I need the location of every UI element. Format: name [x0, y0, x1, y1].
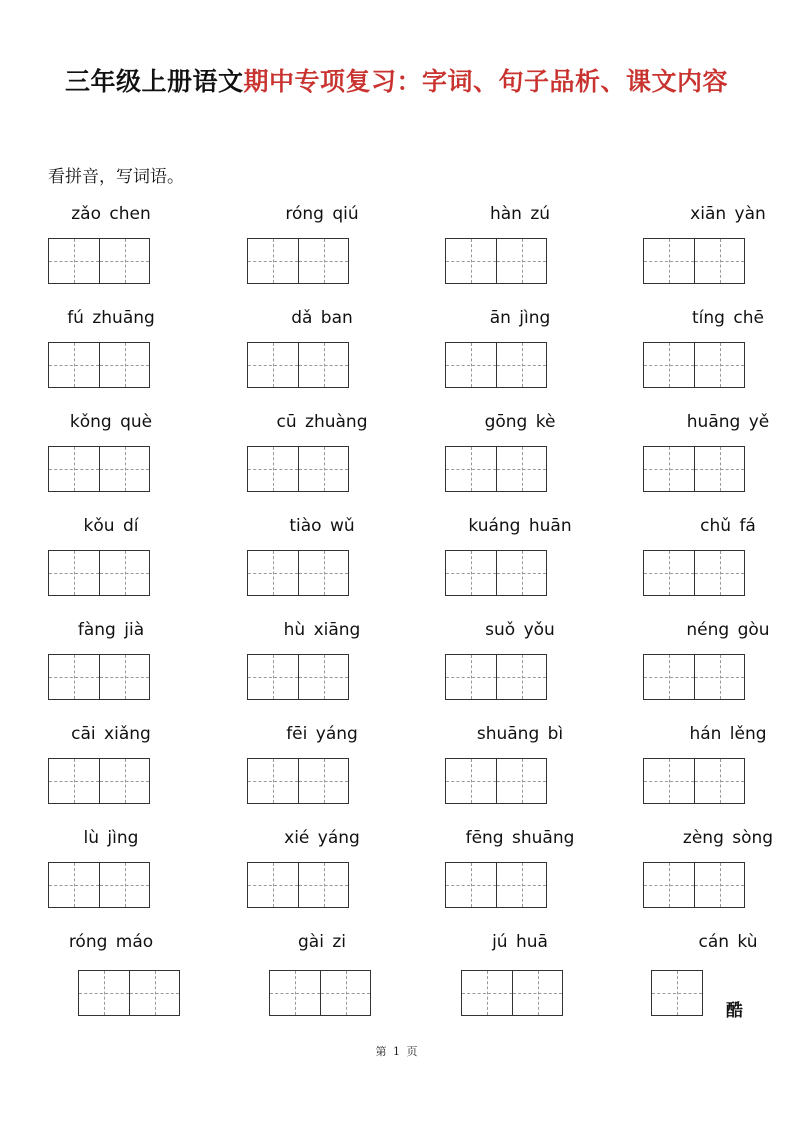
pinyin-label: cū zhuàng [276, 412, 368, 432]
writing-grid[interactable] [651, 970, 703, 1016]
writing-grid[interactable] [48, 550, 150, 596]
tian-zi-box[interactable] [49, 551, 99, 595]
writing-grid[interactable] [247, 654, 349, 700]
given-character: 酷 [726, 1001, 743, 1021]
writing-grid[interactable] [48, 758, 150, 804]
tian-zi-box[interactable] [644, 863, 694, 907]
pinyin-label: huāng yě [686, 412, 770, 432]
tian-zi-box[interactable] [298, 655, 348, 699]
pinyin-label: fàng jià [77, 620, 145, 640]
tian-zi-box[interactable] [694, 759, 744, 803]
tian-zi-box[interactable] [496, 551, 546, 595]
tian-zi-box[interactable] [99, 759, 149, 803]
tian-zi-box[interactable] [446, 239, 496, 283]
tian-zi-box[interactable] [248, 239, 298, 283]
title-part-red: 期中专项复习：字词、句子品析、课文内容 [243, 67, 729, 96]
pinyin-label: hù xiāng [283, 620, 361, 640]
tian-zi-box[interactable] [99, 551, 149, 595]
pinyin-label: suǒ yǒu [485, 620, 555, 640]
tian-zi-box[interactable] [99, 863, 149, 907]
tian-zi-box[interactable] [248, 551, 298, 595]
tian-zi-box[interactable] [248, 863, 298, 907]
tian-zi-box[interactable] [644, 759, 694, 803]
tian-zi-box[interactable] [446, 863, 496, 907]
tian-zi-box[interactable] [462, 971, 512, 1015]
writing-grid[interactable] [48, 654, 150, 700]
pinyin-label: jú huā [492, 932, 548, 952]
writing-grid[interactable] [48, 446, 150, 492]
tian-zi-box[interactable] [694, 863, 744, 907]
tian-zi-box[interactable] [248, 655, 298, 699]
pinyin-label: fú zhuāng [67, 308, 155, 328]
tian-zi-box[interactable] [298, 343, 348, 387]
writing-grid[interactable] [445, 654, 547, 700]
tian-zi-box[interactable] [496, 863, 546, 907]
writing-grid[interactable] [643, 758, 745, 804]
tian-zi-box[interactable] [694, 343, 744, 387]
tian-zi-box[interactable] [644, 343, 694, 387]
tian-zi-box[interactable] [99, 239, 149, 283]
tian-zi-box[interactable] [298, 447, 348, 491]
pinyin-label: cāi xiǎng [71, 724, 151, 744]
writing-grid[interactable] [247, 862, 349, 908]
tian-zi-box[interactable] [298, 239, 348, 283]
tian-zi-box[interactable] [446, 759, 496, 803]
tian-zi-box[interactable] [446, 551, 496, 595]
tian-zi-box[interactable] [298, 863, 348, 907]
tian-zi-box[interactable] [496, 655, 546, 699]
pinyin-label: xiān yàn [690, 204, 766, 224]
tian-zi-box[interactable] [446, 655, 496, 699]
writing-grid[interactable] [269, 970, 371, 1016]
pinyin-label: zǎo chen [71, 204, 151, 224]
tian-zi-box[interactable] [49, 447, 99, 491]
page-title [0, 62, 793, 98]
instruction-text: 看拼音，写词语。 [48, 167, 184, 187]
tian-zi-box[interactable] [496, 239, 546, 283]
tian-zi-box[interactable] [99, 447, 149, 491]
tian-zi-box[interactable] [248, 343, 298, 387]
tian-zi-box[interactable] [644, 551, 694, 595]
tian-zi-box[interactable] [99, 655, 149, 699]
pinyin-label: cán kù [698, 932, 758, 952]
tian-zi-box[interactable] [49, 239, 99, 283]
tian-zi-box[interactable] [99, 343, 149, 387]
writing-grid[interactable] [445, 862, 547, 908]
tian-zi-box[interactable] [694, 447, 744, 491]
pinyin-label: fēng shuāng [465, 828, 575, 848]
tian-zi-box[interactable] [248, 447, 298, 491]
tian-zi-box[interactable] [694, 655, 744, 699]
pinyin-label: néng gòu [686, 620, 770, 640]
tian-zi-box[interactable] [644, 239, 694, 283]
writing-grid[interactable] [445, 238, 547, 284]
pinyin-label: hán lěng [689, 724, 767, 744]
tian-zi-box[interactable] [496, 447, 546, 491]
tian-zi-box[interactable] [694, 239, 744, 283]
tian-zi-box[interactable] [248, 759, 298, 803]
pinyin-label: hàn zú [489, 204, 551, 224]
pinyin-label: tíng chē [692, 308, 764, 328]
writing-grid[interactable] [643, 862, 745, 908]
writing-grid[interactable] [247, 446, 349, 492]
pinyin-label: kuáng huān [468, 516, 572, 536]
tian-zi-box[interactable] [270, 971, 320, 1015]
tian-zi-box[interactable] [298, 551, 348, 595]
writing-grid[interactable] [48, 342, 150, 388]
writing-grid[interactable] [247, 550, 349, 596]
pinyin-label: gōng kè [484, 412, 556, 432]
pinyin-label: lù jìng [83, 828, 139, 848]
tian-zi-box[interactable] [446, 343, 496, 387]
pinyin-label: tiào wǔ [289, 516, 355, 536]
tian-zi-box[interactable] [496, 759, 546, 803]
writing-grid[interactable] [48, 862, 150, 908]
title-part-black: 三年级上册语文 [64, 67, 244, 96]
writing-grid[interactable] [643, 654, 745, 700]
writing-grid[interactable] [643, 238, 745, 284]
writing-grid[interactable] [461, 970, 563, 1016]
writing-grid[interactable] [643, 550, 745, 596]
tian-zi-box[interactable] [49, 343, 99, 387]
tian-zi-box[interactable] [644, 655, 694, 699]
writing-grid[interactable] [643, 342, 745, 388]
tian-zi-box[interactable] [79, 971, 129, 1015]
tian-zi-box[interactable] [512, 971, 562, 1015]
pinyin-label: chǔ fá [700, 516, 756, 536]
page-number: 第 1 页 [375, 1045, 418, 1058]
pinyin-label: fēi yáng [286, 724, 358, 744]
writing-grid[interactable] [78, 970, 180, 1016]
writing-grid[interactable] [445, 446, 547, 492]
tian-zi-box[interactable] [644, 447, 694, 491]
writing-grid[interactable] [247, 238, 349, 284]
tian-zi-box[interactable] [129, 971, 179, 1015]
writing-grid[interactable] [247, 342, 349, 388]
tian-zi-box[interactable] [446, 447, 496, 491]
writing-grid[interactable] [445, 342, 547, 388]
tian-zi-box[interactable] [652, 971, 702, 1015]
writing-grid[interactable] [643, 446, 745, 492]
pinyin-label: dǎ ban [291, 308, 353, 328]
pinyin-label: shuāng bì [476, 724, 564, 744]
pinyin-label: gài zi [298, 932, 346, 952]
tian-zi-box[interactable] [49, 759, 99, 803]
tian-zi-box[interactable] [298, 759, 348, 803]
pinyin-label: róng qiú [285, 204, 359, 224]
pinyin-label: ān jìng [489, 308, 551, 328]
tian-zi-box[interactable] [49, 863, 99, 907]
pinyin-label: róng máo [68, 932, 154, 952]
pinyin-label: zèng sòng [682, 828, 774, 848]
writing-grid[interactable] [247, 758, 349, 804]
tian-zi-box[interactable] [496, 343, 546, 387]
tian-zi-box[interactable] [320, 971, 370, 1015]
pinyin-label: kǒng què [69, 412, 153, 432]
writing-grid[interactable] [445, 758, 547, 804]
writing-grid[interactable] [445, 550, 547, 596]
writing-grid[interactable] [48, 238, 150, 284]
pinyin-label: xié yáng [284, 828, 360, 848]
pinyin-label: kǒu dí [83, 516, 139, 536]
tian-zi-box[interactable] [49, 655, 99, 699]
tian-zi-box[interactable] [694, 551, 744, 595]
